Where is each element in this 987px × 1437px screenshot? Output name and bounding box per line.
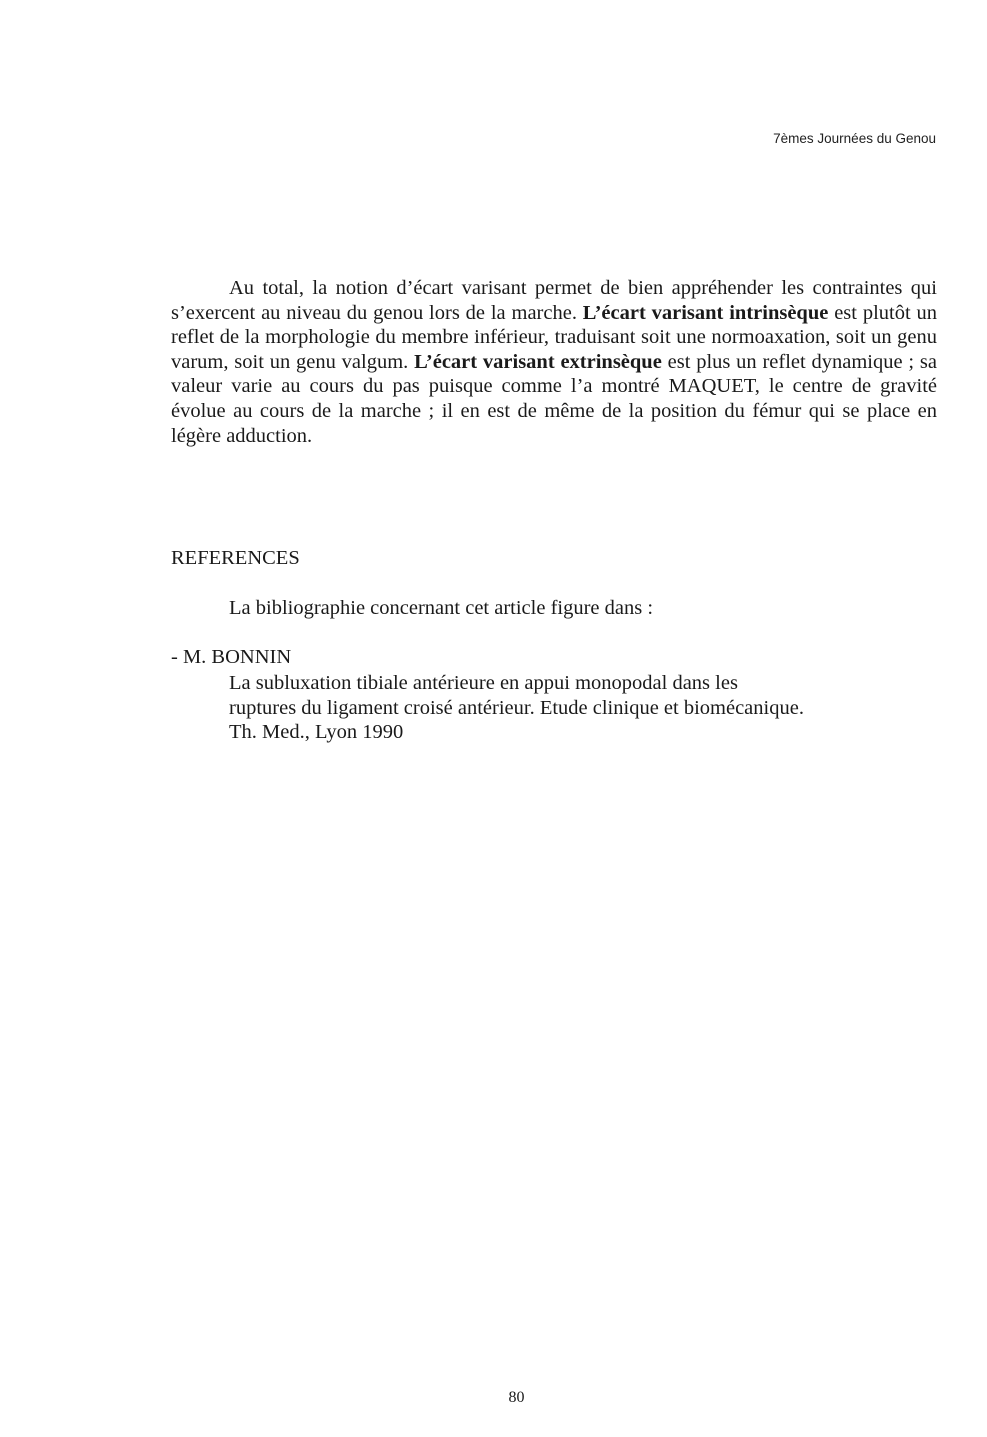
term-extrinsic: L’écart varisant extrinsèque: [414, 350, 662, 373]
paragraph-text-2: est plutôt un reflet de la morphologie du membre inférieur, traduisant soit une normoaxation, soit un genu varum, soit un genu valgum.: [171, 301, 938, 373]
running-header: 7èmes Journées du Genou: [773, 131, 936, 146]
paragraph-text-3: est plus un reflet dynamique ; sa valeur varie au cours du pas puisque comme l’a montré MAQUET, le centre de gravité évolue au cours de la marche ; il en est de même de la position du fémur qui se place en légère adduction.: [171, 350, 937, 447]
reference-text: [229, 671, 804, 745]
page-number: 80: [508, 1389, 525, 1406]
reference-author: - M. BONNIN: [171, 646, 292, 668]
body-paragraph: [171, 276, 937, 448]
reference-line: ruptures du ligament croisé antérieur. Etude clinique et biomécanique.: [229, 696, 804, 719]
reference-line: La subluxation tibiale antérieure en appui monopodal dans les: [229, 672, 738, 694]
bibliography-intro: La bibliographie concernant cet article figure dans :: [229, 597, 654, 619]
references-heading: REFERENCES: [171, 547, 300, 569]
term-intrinsic: L’écart varisant intrinsèque: [582, 301, 829, 324]
reference-line: Th. Med., Lyon 1990: [229, 721, 404, 744]
paragraph-text-1: Au total, la notion d’écart varisant permet de bien appréhender les contraintes qui s’exercent au niveau du genou lors de la marche.: [171, 277, 937, 324]
